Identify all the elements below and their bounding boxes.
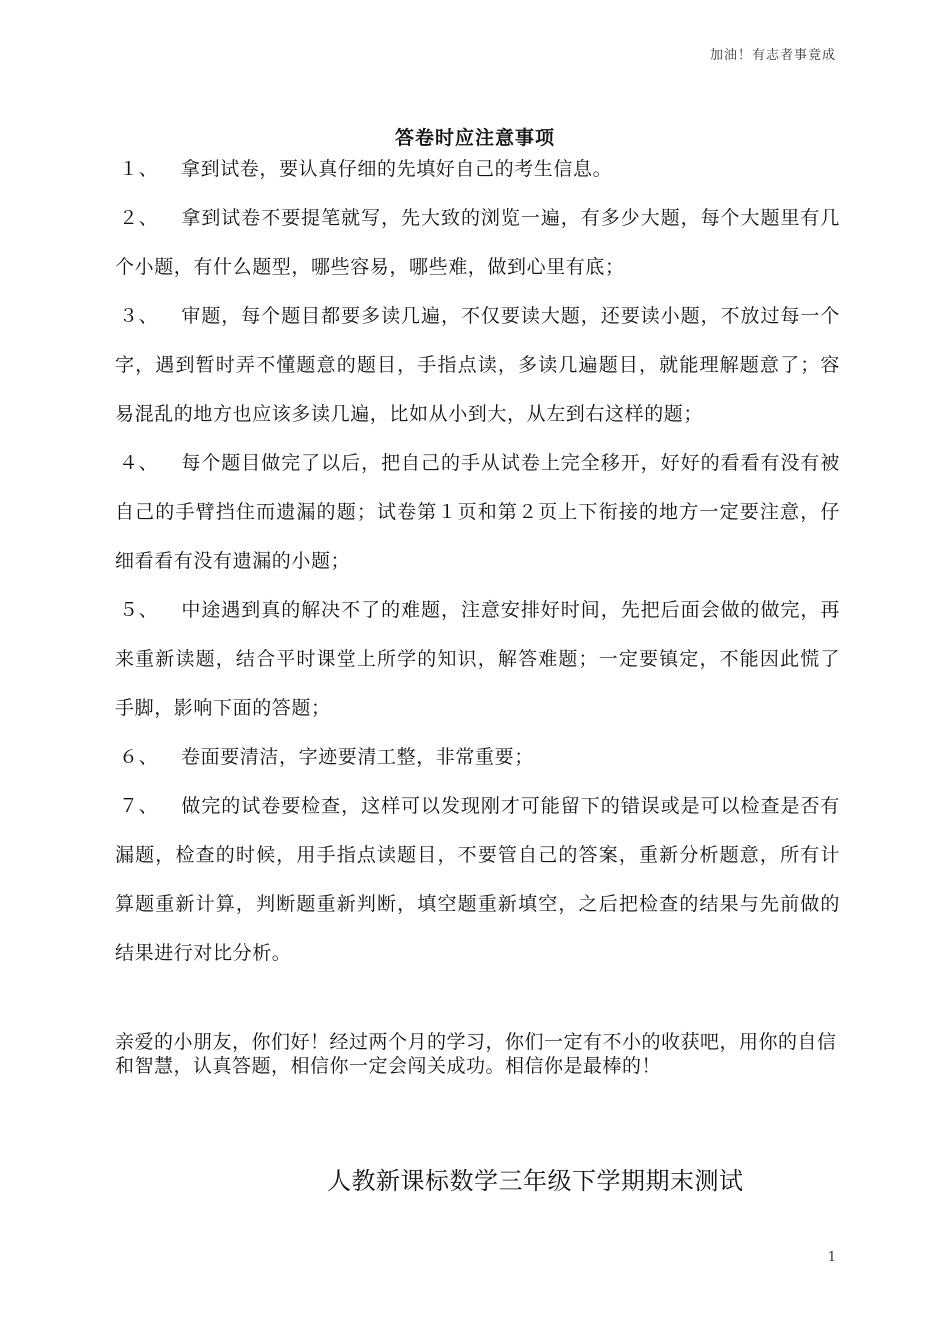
- header-motto: 加油！有志者事竟成: [709, 48, 836, 63]
- note-text: 做完的试卷要检查，这样可以发现刚才可能留下的错误或是可以检查是否有漏题，检查的时候，用手指点读题目，不要管自己的答案，重新分析题意，所有计算题重新计算，判断题重新判断，填空题重新填空，之后把检查的结果与先前做的结果进行对比分析。: [115, 795, 840, 964]
- note-text: 卷面要清洁，字迹要清工整，非常重要；: [181, 746, 534, 768]
- note-number: １、: [119, 158, 159, 180]
- note-text: 审题，每个题目都要多读几遍，不仅要读大题，还要读小题，不放过每一个字，遇到暂时弄不懂题意的题目，手指点读，多读几遍题目，就能理解题意了；容易混乱的地方也应该多读几遍，比如从小到大，从左到右这样的题；: [115, 305, 840, 425]
- note-number: ３、: [119, 305, 159, 327]
- note-item-3: [115, 292, 840, 439]
- note-text: 拿到试卷，要认真仔细的先填好自己的考生信息。: [181, 158, 613, 180]
- encouragement-paragraph: 亲爱的小朋友，你们好！经过两个月的学习，你们一定有不小的收获吧，用你的自信和智慧，认真答题，相信你一定会闯关成功。相信你是最棒的！: [115, 1031, 837, 1077]
- note-item-7: [115, 782, 840, 978]
- page-number: 1: [827, 1250, 836, 1265]
- note-item-4: [115, 439, 840, 586]
- note-item-6: [115, 733, 840, 782]
- note-number: ７、: [119, 795, 159, 817]
- note-text: 每个题目做完了以后，把自己的手从试卷上完全移开，好好的看看有没有被自己的手臂挡住而遗漏的题；试卷第１页和第２页上下衔接的地方一定要注意，仔细看看有没有遗漏的小题；: [115, 452, 840, 572]
- note-number: ２、: [119, 207, 159, 229]
- note-number: ６、: [119, 746, 159, 768]
- note-item-5: [115, 586, 840, 733]
- note-item-2: [115, 194, 840, 292]
- note-number: ５、: [119, 599, 159, 621]
- document-title: 答卷时应注意事项: [394, 127, 555, 149]
- note-number: ４、: [119, 452, 159, 474]
- notes-list: [115, 145, 840, 978]
- note-text: 中途遇到真的解决不了的难题，注意安排好时间，先把后面会做的做完，再来重新读题，结合平时课堂上所学的知识，解答难题；一定要镇定，不能因此慌了手脚，影响下面的答题；: [115, 599, 840, 719]
- note-text: 拿到试卷不要提笔就写，先大致的浏览一遍，有多少大题，每个大题里有几个小题，有什么题型，哪些容易，哪些难，做到心里有底；: [115, 207, 840, 278]
- note-item-1: [115, 145, 840, 194]
- exam-title: 人教新课标数学三年级下学期期末测试: [327, 1167, 744, 1195]
